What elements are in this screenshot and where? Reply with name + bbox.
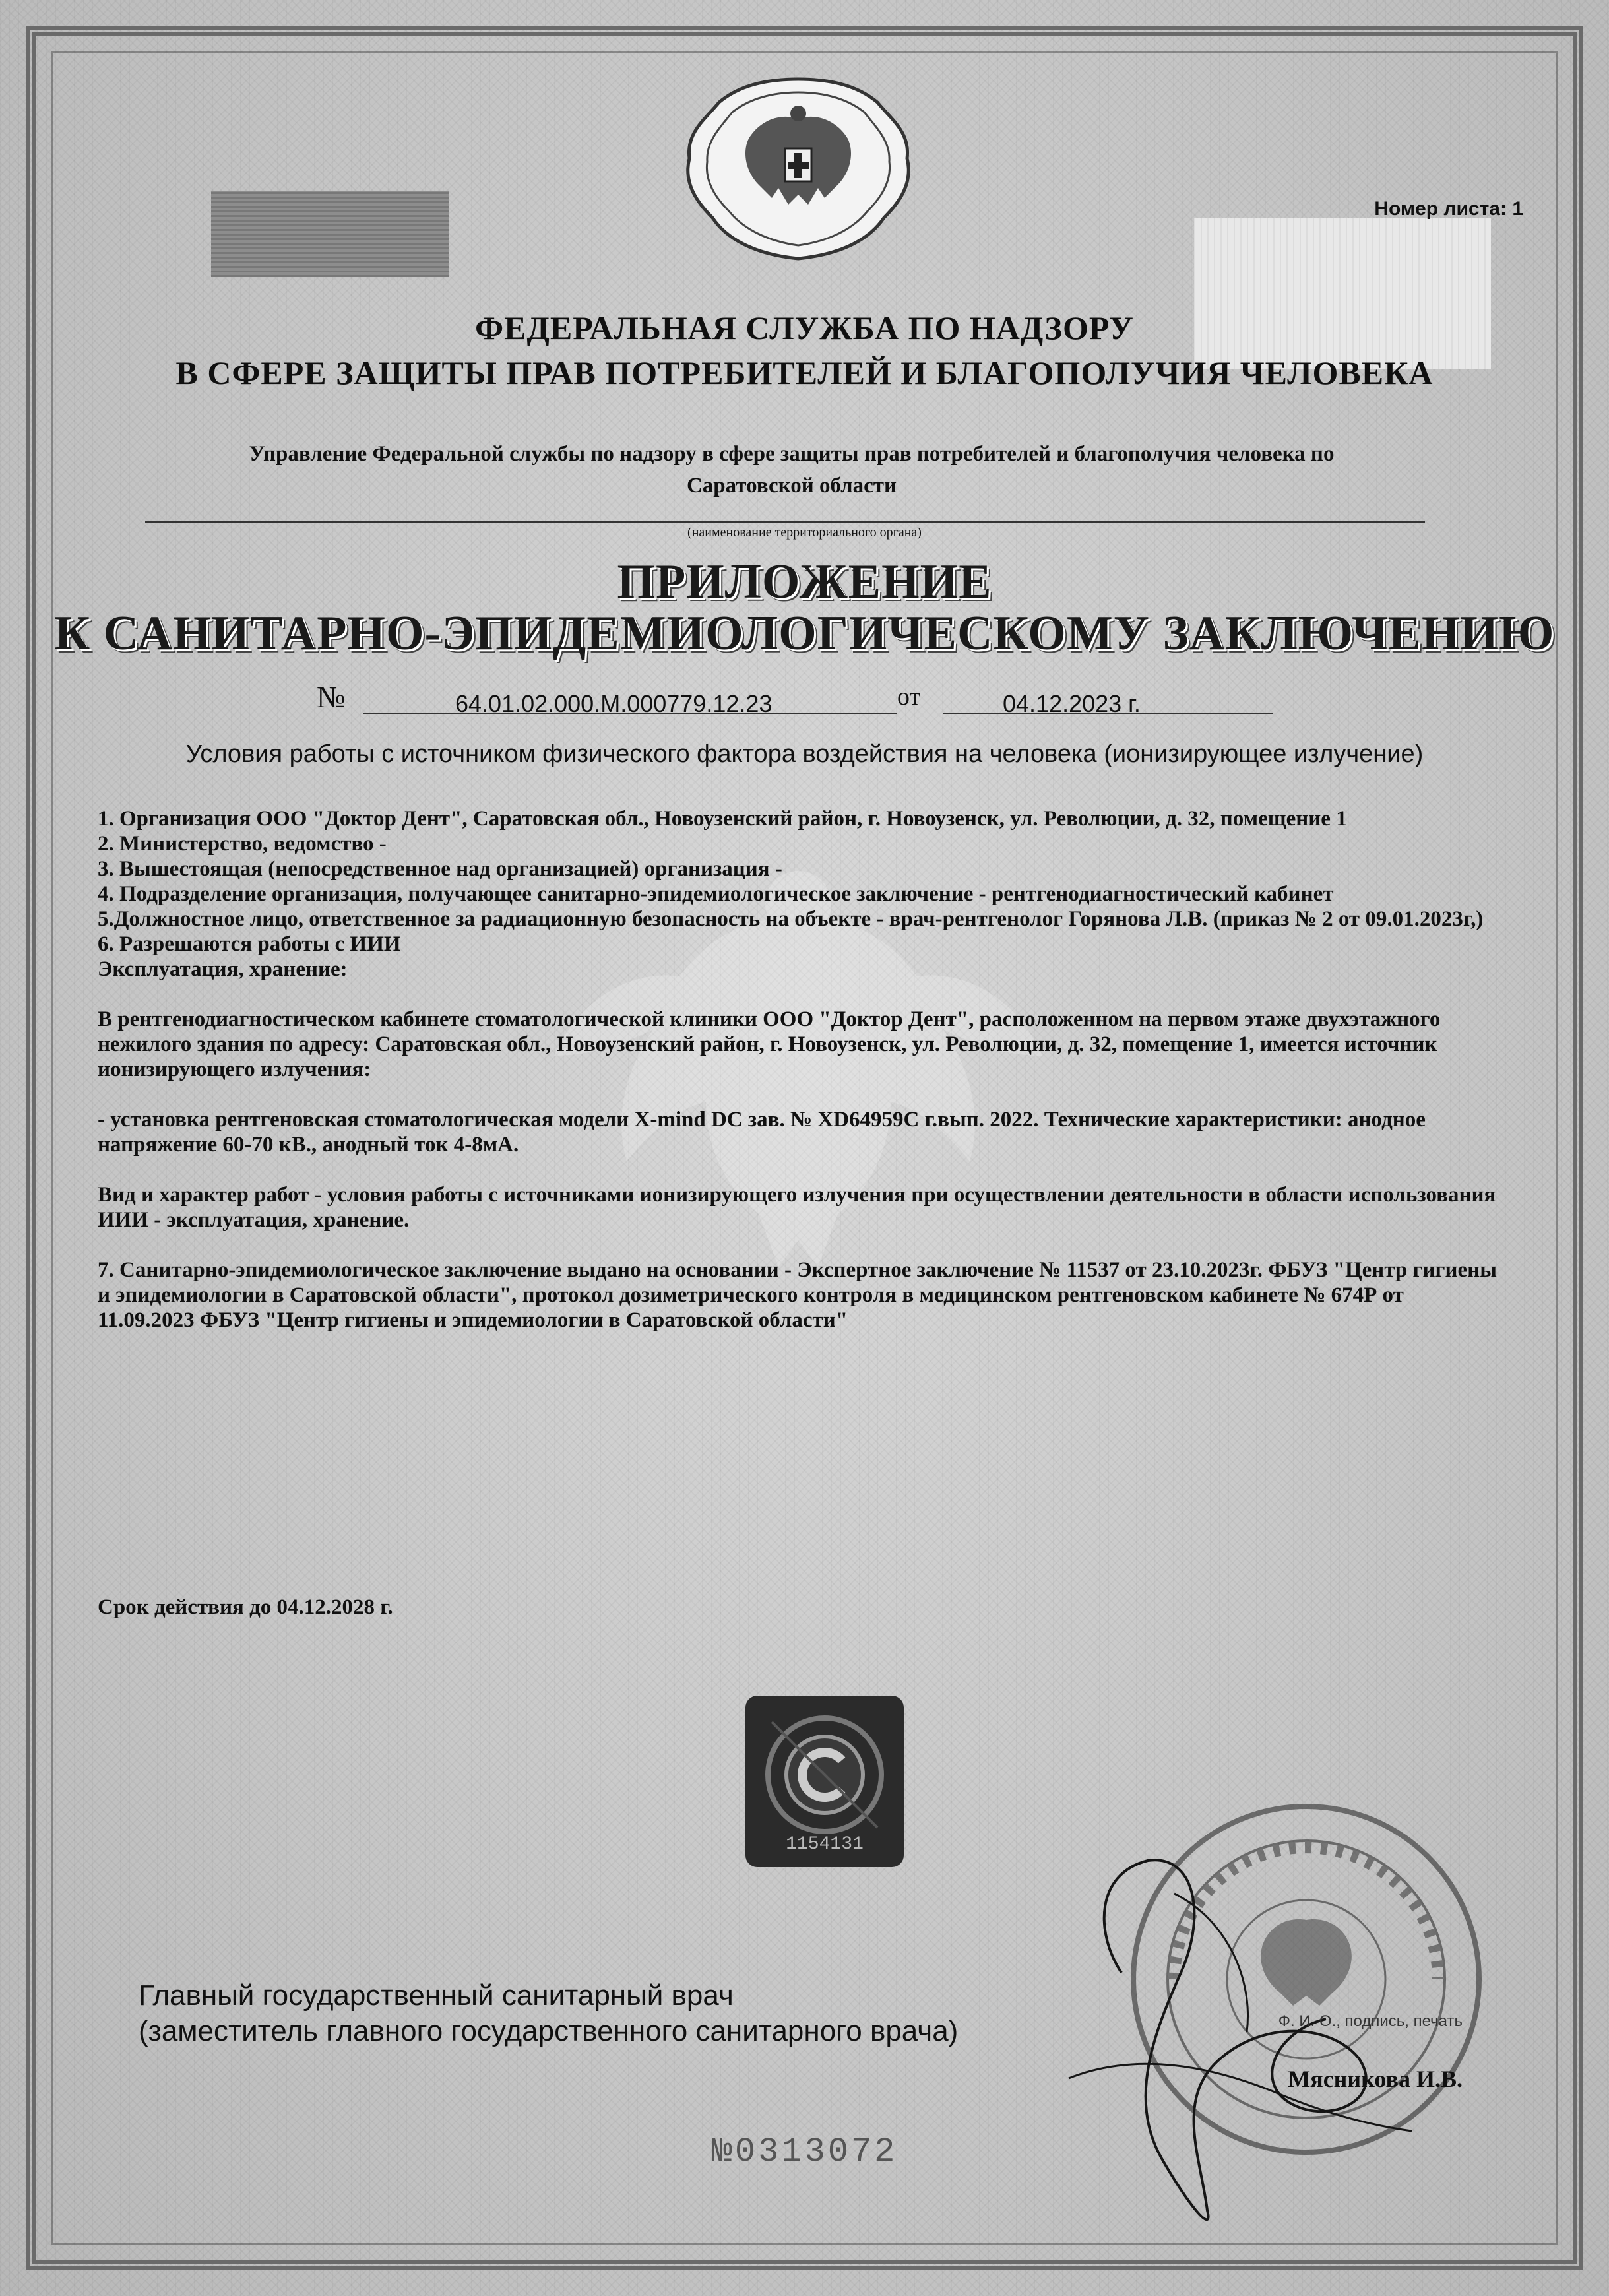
signature-icon bbox=[1056, 1814, 1438, 2250]
item-work-type: Вид и характер работ - условия работы с источниками ионизирующего излучения при осуществлении деятельности в области использования ИИИ - эксплуатация, хранение. bbox=[98, 1183, 1496, 1232]
signatory-name: Мясникова И.В. bbox=[1288, 2066, 1463, 2092]
hologram-sticker-icon bbox=[745, 1696, 904, 1867]
territorial-body-line1: Управление Федеральной службы по надзору в сфере защиты прав потребителей и благополучия человека по bbox=[249, 442, 1335, 466]
doctor-title-line2: (заместитель главного государственного санитарного врача) bbox=[139, 2015, 959, 2047]
chief-doctor-title bbox=[139, 1978, 958, 2049]
sheet-number: Номер листа: 1 bbox=[1374, 198, 1523, 220]
territorial-body-line2: Саратовской области bbox=[686, 474, 897, 497]
territorial-body-caption: (наименование территориального органа) bbox=[687, 525, 922, 540]
conditions-body bbox=[98, 806, 1503, 1333]
conclusion-number: 64.01.02.000.М.000779.12.23 bbox=[455, 690, 773, 717]
form-serial-number: №0313072 bbox=[711, 2132, 898, 2171]
item-subdivision: 4. Подразделение организация, получающее санитарно-эпидемиологическое заключение - рентгенодиагностический кабинет bbox=[98, 882, 1334, 906]
item-basis: 7. Санитарно-эпидемиологическое заключение выдано на основании - Экспертное заключение № 11537 от 23.10.2023г. ФБУЗ "Центр гигиены и эпидемиологии в Саратовской области", протокол дозиметрического контроля в медицинском рентгеновском кабинете № 674Р от 11.09.2023 ФБУЗ "Центр гигиены и эпидемиологии в Саратовской области" bbox=[98, 1258, 1497, 1332]
rospotrebnadzor-emblem-icon bbox=[679, 73, 917, 264]
conclusion-number-line bbox=[317, 680, 1306, 719]
signature-caption: Ф. И. О., подпись, печать bbox=[1278, 2012, 1463, 2030]
item-organization: 1. Организация ООО "Доктор Дент", Саратовская обл., Новоузенский район, г. Новоузенск, ул. Революции, д. 32, помещение 1 bbox=[98, 807, 1347, 831]
item-xray-unit: - установка рентгеновская стоматологическая модели X-mind DC зав. № XD64959C г.вып. 2022. Технические характеристики: анодное напряжение 60-70 кВ., анодный ток 4-8мА. bbox=[98, 1108, 1426, 1157]
conclusion-date: 04.12.2023 г. bbox=[1003, 690, 1141, 717]
item-permitted-works: 6. Разрешаются работы с ИИИ bbox=[98, 932, 401, 956]
redacted-block bbox=[211, 191, 449, 277]
item-ministry: 2. Министерство, ведомство - bbox=[98, 832, 387, 856]
conditions-title: Условия работы с источником физического фактора воздействия на человека (ионизирующее излучение) bbox=[185, 740, 1424, 768]
underline bbox=[145, 521, 1425, 523]
item-parent-organization: 3. Вышестоящая (непосредственное над организацией) организация - bbox=[98, 857, 782, 881]
agency-title-line2: В СФЕРЕ ЗАЩИТЫ ПРАВ ПОТРЕБИТЕЛЕЙ И БЛАГОПОЛУЧИЯ ЧЕЛОВЕКА bbox=[175, 354, 1434, 391]
doctor-title-line1: Главный государственный санитарный врач bbox=[139, 1979, 734, 2012]
heading-line1: ПРИЛОЖЕНИЕ bbox=[617, 555, 992, 609]
agency-title-line1: ФЕДЕРАЛЬНАЯ СЛУЖБА ПО НАДЗОРУ bbox=[475, 309, 1134, 346]
hologram-number: 1154131 bbox=[786, 1834, 864, 1855]
heading-line2: К САНИТАРНО-ЭПИДЕМИОЛОГИЧЕСКОМУ ЗАКЛЮЧЕНИЮ bbox=[54, 606, 1555, 660]
number-symbol: № bbox=[317, 680, 346, 714]
validity-date: Срок действия до 04.12.2028 г. bbox=[98, 1595, 393, 1619]
date-prefix: от bbox=[897, 683, 921, 711]
item-responsible-person: 5.Должностное лицо, ответственное за радиационную безопасность на объекте - врач-рентгенолог Горянова Л.В. (приказ № 2 от 09.01.2023г,) bbox=[98, 907, 1484, 931]
item-operation-storage: Эксплуатация, хранение: bbox=[98, 957, 348, 981]
item-location-description: В рентгенодиагностическом кабинете стоматологической клиники ООО "Доктор Дент", расположенном на первом этаже двухэтажного нежилого здания по адресу: Саратовская обл., Новоузенский район, г. Новоузенск, ул. Революции, д. 32, помещение 1, имеется источник ионизирующего излучения: bbox=[98, 1007, 1441, 1081]
